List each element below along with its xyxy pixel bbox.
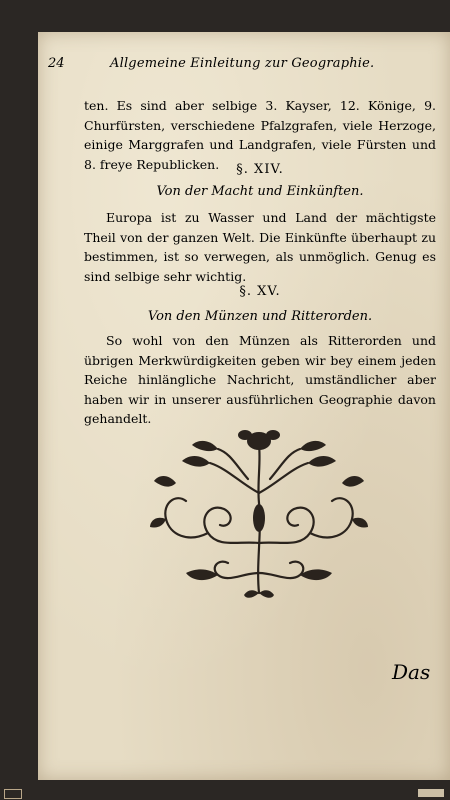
section-title-xiv: Von der Macht und Einkünften. xyxy=(156,184,364,199)
page-header xyxy=(48,56,378,74)
section-number-xv: §. XV. xyxy=(239,284,281,299)
paragraph-coins: So wohl von den Münzen als Ritterorden und übrigen Merkwürdigkeiten geben wir bey einem jeden Reiche hinlängliche Nachricht, umständlicher aber haben wir in unserer ausführlichen Geographie davon gehandelt. xyxy=(84,333,436,426)
section-number-xiv: §. XIV. xyxy=(236,162,284,177)
paragraph-continued: ten. Es sind aber selbige 3. Kayser, 12. Könige, 9. Churfürsten, verschiedene Pfalzgrafen, viele Herzoge, einige Marggrafen und Landgrafen, viele Fürsten und 8. freye Republicken. xyxy=(84,98,436,172)
catchword: Das xyxy=(392,660,431,684)
library-logo-icon xyxy=(4,789,22,799)
digitization-logo-icon xyxy=(418,789,444,797)
section-title-xv: Von den Münzen und Ritterorden. xyxy=(147,309,373,324)
paragraph-power: Europa ist zu Wasser und Land der mächtigste Theil von der ganzen Welt. Die Einkünfte überhaupt zu bestimmen, ist so verwegen, als unmöglich. Genug es sind selbige sehr wichtig. xyxy=(84,210,436,284)
page-number: 24 xyxy=(48,56,65,71)
running-title: Allgemeine Einleitung zur Geographie. xyxy=(110,56,375,71)
floral-vignette-icon xyxy=(148,423,370,601)
